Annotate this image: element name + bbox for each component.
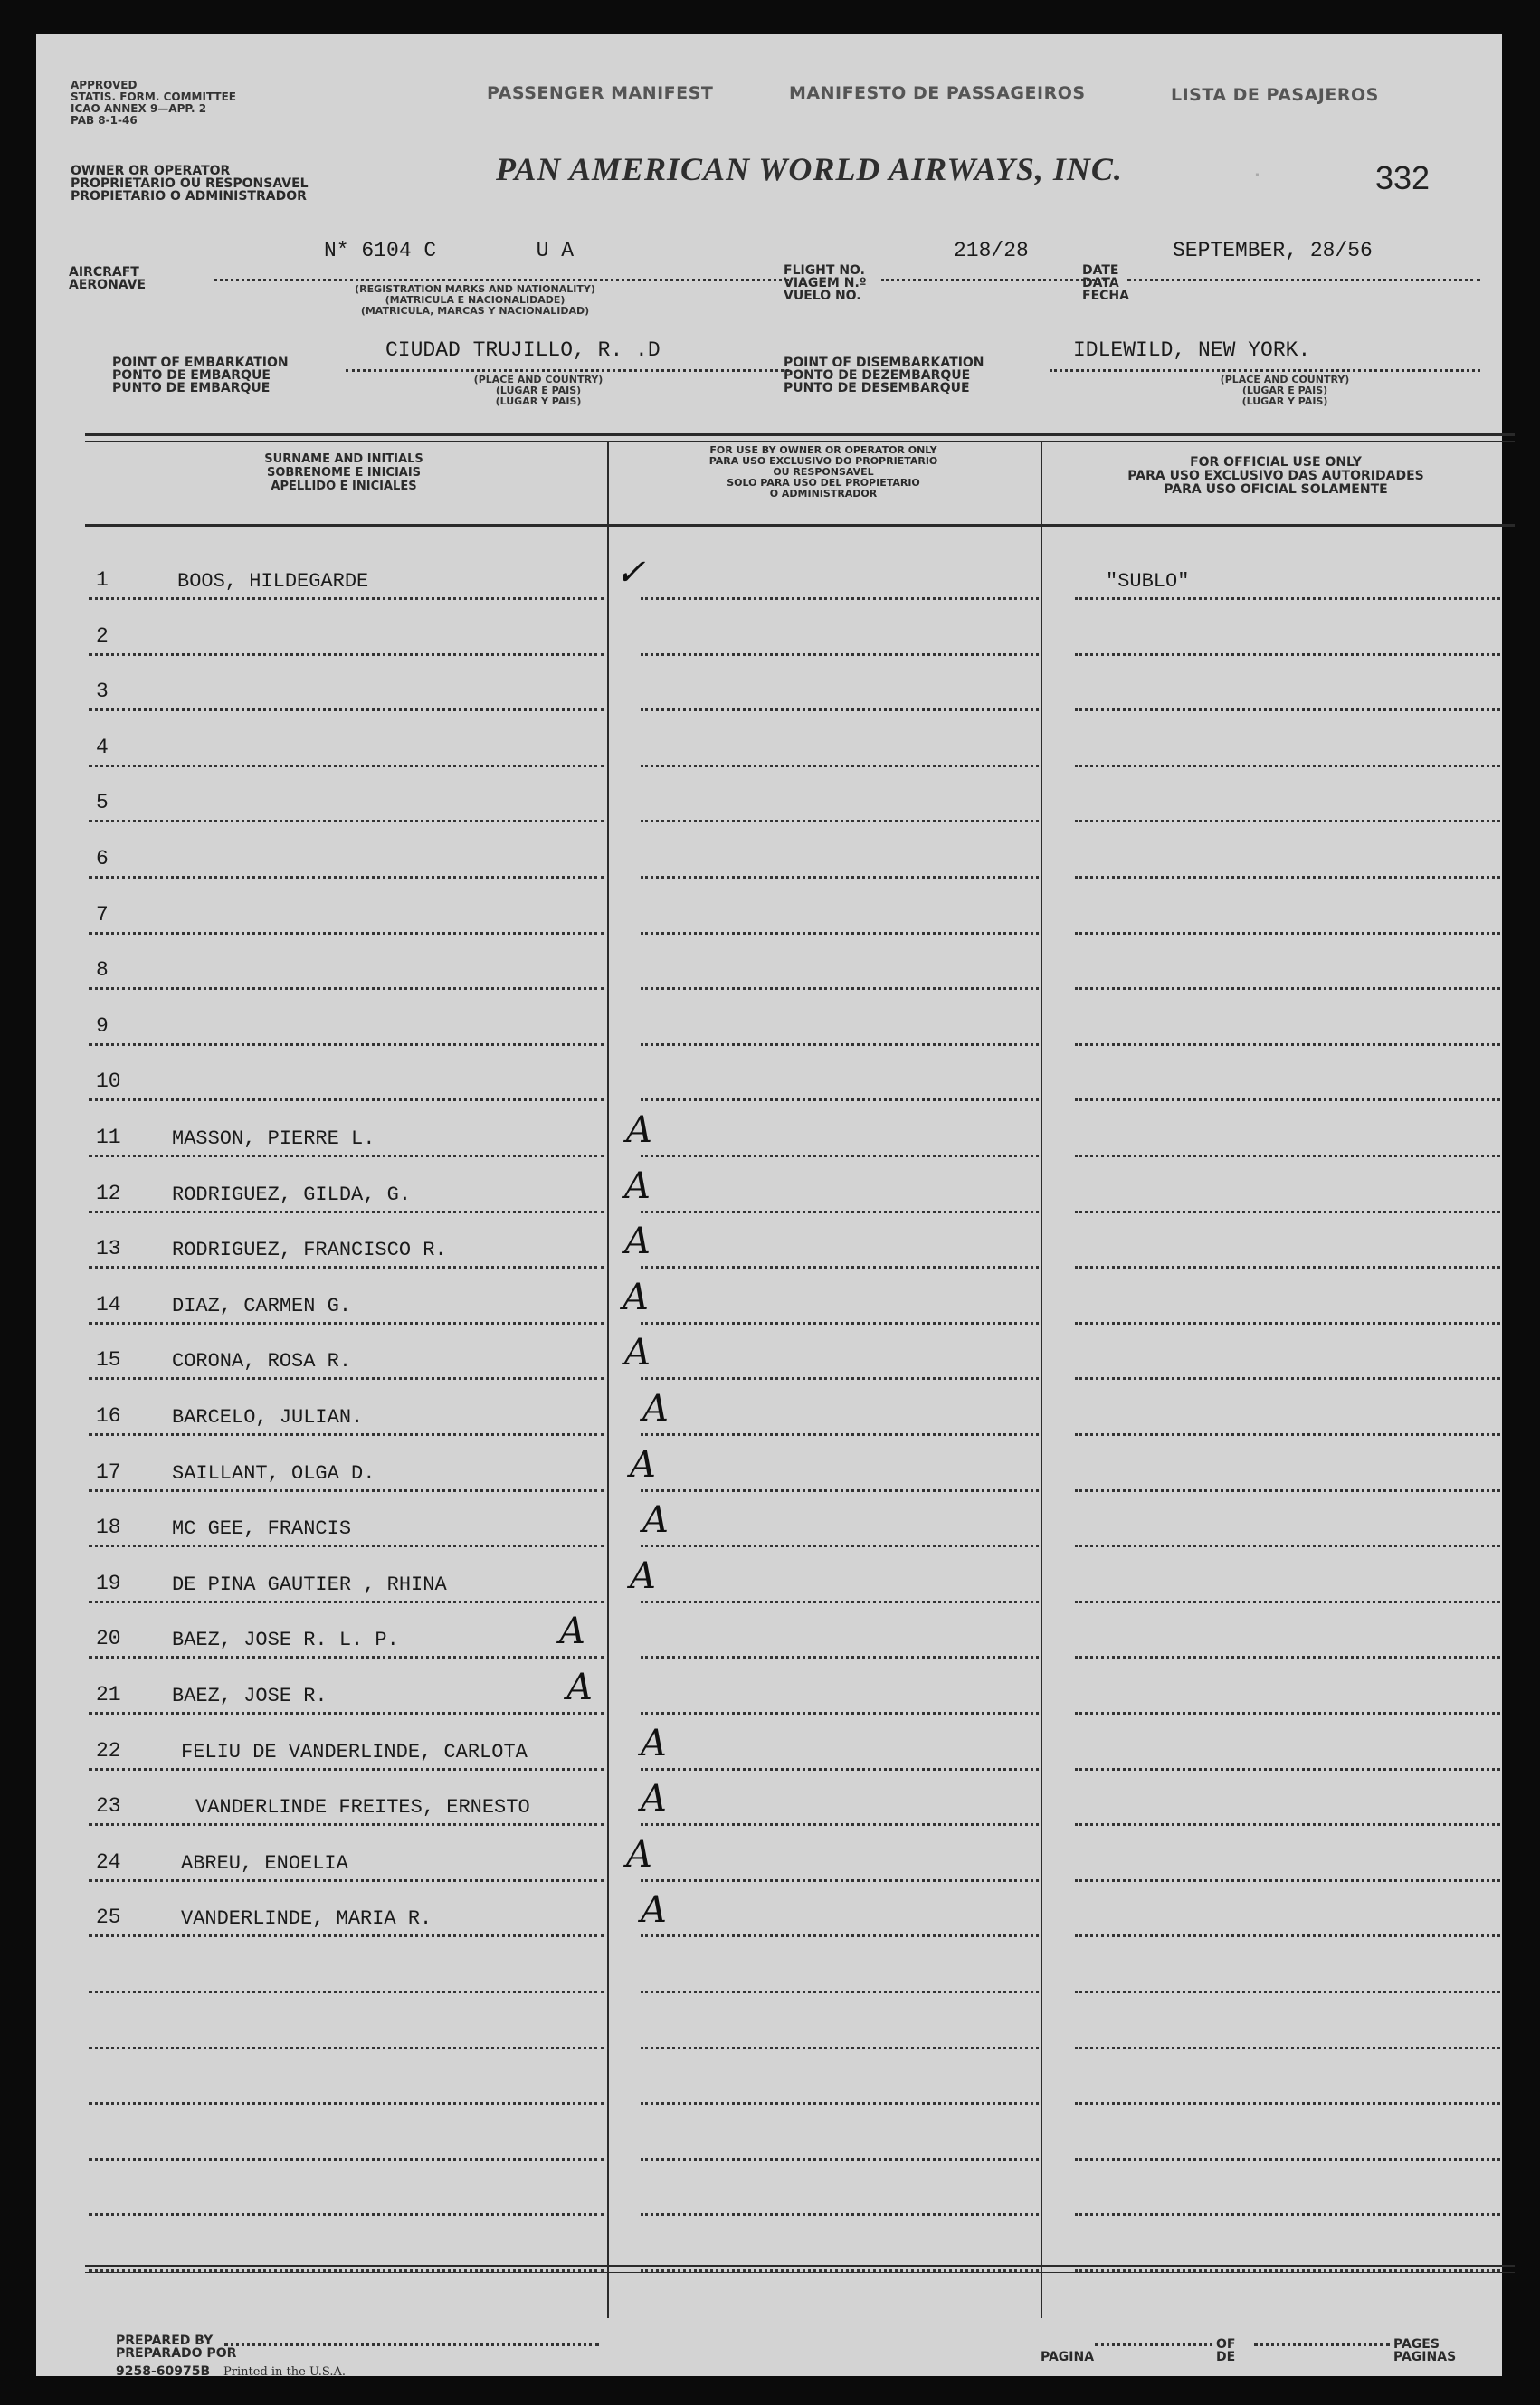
row-rule <box>89 1433 604 1436</box>
prepared-by-line-rule <box>224 2343 599 2346</box>
blank-row-rule <box>641 2213 1039 2216</box>
owner-use-header-line: O ADMINISTRADOR <box>769 488 878 499</box>
passenger-name: SAILLANT, OLGA D. <box>172 1461 375 1485</box>
row-rule <box>1075 876 1500 879</box>
row-rule <box>1075 1489 1500 1492</box>
row-rule <box>641 708 1039 711</box>
surname-header-line: SOBRENOME E INICIAIS <box>266 466 422 480</box>
aircraft-sublabel-line: (MATRICULA, MARCAS Y NACIONALIDAD) <box>360 305 590 317</box>
row-rule <box>1075 1211 1500 1213</box>
row-rule <box>89 876 604 879</box>
row-rule <box>1075 1823 1500 1826</box>
passenger-name: MC GEE, FRANCIS <box>172 1517 352 1541</box>
row-rule <box>89 1043 604 1046</box>
aircraft-sublabel-line: (REGISTRATION MARKS AND NATIONALITY) <box>355 283 595 295</box>
passenger-name: CORONA, ROSA R. <box>172 1350 352 1374</box>
row-rule <box>1075 1601 1500 1603</box>
row-rule <box>89 1712 604 1715</box>
table-bottom-rule <box>85 2265 1515 2267</box>
handwritten-mark: A <box>559 1611 585 1653</box>
prepared-by-line: PREPARADO POR <box>116 2346 237 2361</box>
title-english: PASSENGER MANIFEST <box>487 83 714 103</box>
row-rule <box>89 932 604 935</box>
row-rule <box>89 1211 604 1213</box>
official-header-line: FOR OFFICIAL USE ONLY <box>1190 455 1362 470</box>
owner-label-line: OWNER OR OPERATOR <box>71 164 231 178</box>
row-rule <box>1075 1098 1500 1101</box>
column-divider-1 <box>607 442 609 2318</box>
row-rule <box>1075 1545 1500 1547</box>
embarkation-label-line: PONTO DE EMBARQUE <box>112 368 271 383</box>
row-number: 17 <box>96 1459 121 1484</box>
passenger-name: RODRIGUEZ, FRANCISCO R. <box>172 1239 447 1262</box>
row-rule <box>1075 932 1500 935</box>
table-top-rule <box>85 433 1515 436</box>
row-rule <box>641 1377 1039 1380</box>
table-bottom-rule-2 <box>85 2272 1515 2273</box>
row-rule <box>641 876 1039 879</box>
handwritten-mark: A <box>624 1332 651 1374</box>
row-rule <box>89 1545 604 1547</box>
row-rule <box>89 597 604 600</box>
owner-label <box>71 165 309 203</box>
form-number <box>116 2365 346 2379</box>
owner-use-column-header <box>615 445 1031 499</box>
blank-row-rule <box>641 2102 1039 2105</box>
of-line: DE <box>1216 2350 1236 2364</box>
row-number: 16 <box>96 1404 121 1428</box>
row-number: 3 <box>96 680 109 704</box>
printed-text: Printed in the U.S.A. <box>223 2365 346 2379</box>
passenger-name: BAEZ, JOSE R. L. P. <box>172 1629 399 1652</box>
row-rule <box>641 1656 1039 1659</box>
row-rule <box>1075 1656 1500 1659</box>
row-rule <box>1075 1043 1500 1046</box>
row-rule <box>1075 1934 1500 1937</box>
aircraft-value: N* 6104 C U A <box>324 239 575 262</box>
row-rule <box>89 765 604 767</box>
flight-value: 218/28 <box>954 239 1029 262</box>
surname-column-header <box>100 452 588 493</box>
date-value: SEPTEMBER, 28/56 <box>1173 239 1373 262</box>
airline-name: PAN AMERICAN WORLD AIRWAYS, INC. <box>496 151 1123 187</box>
row-rule <box>89 1879 604 1882</box>
pages-line-text: PAGES <box>1393 2337 1440 2352</box>
aircraft-sublabel-line: (MATRICULA E NACIONALIDADE) <box>385 294 566 306</box>
embarkation-sublabel-line: (PLACE AND COUNTRY) <box>473 374 604 385</box>
blank-row-rule <box>89 2213 604 2216</box>
handwritten-mark: A <box>626 1109 652 1151</box>
row-number: 10 <box>96 1069 121 1094</box>
row-number: 20 <box>96 1627 121 1651</box>
row-number: 24 <box>96 1849 121 1874</box>
handwritten-mark: A <box>624 1221 651 1263</box>
aircraft-label-line: AERONAVE <box>69 278 147 292</box>
blank-row-rule <box>89 2102 604 2105</box>
row-number: 9 <box>96 1013 109 1038</box>
row-rule <box>1075 1266 1500 1269</box>
disembarkation-label <box>784 356 984 394</box>
row-number: 11 <box>96 1126 121 1149</box>
row-rule <box>641 1545 1039 1547</box>
row-number: 12 <box>96 1181 121 1205</box>
row-rule <box>1075 765 1500 767</box>
blank-row-rule <box>89 2158 604 2161</box>
owner-use-header-line: SOLO PARA USO DEL PROPIETARIO <box>727 477 920 489</box>
pages-line-text: PAGINAS <box>1393 2350 1457 2364</box>
passenger-name: FELIU DE VANDERLINDE, CARLOTA <box>181 1740 528 1763</box>
row-rule <box>1075 708 1500 711</box>
title-spanish: LISTA DE PASAJEROS <box>1171 85 1379 105</box>
blank-row-rule <box>1075 1991 1500 1993</box>
row-rule <box>1075 987 1500 990</box>
row-rule <box>1075 1768 1500 1771</box>
passenger-name: BARCELO, JULIAN. <box>172 1406 364 1429</box>
flight-label-line: VUELO NO. <box>784 289 861 303</box>
row-rule <box>1075 1377 1500 1380</box>
row-rule <box>89 820 604 822</box>
page-number: 332 <box>1375 159 1431 196</box>
date-label-line: DATA <box>1082 276 1119 290</box>
row-rule <box>89 1489 604 1492</box>
row-rule <box>641 987 1039 990</box>
flight-label-line: FLIGHT NO. <box>784 263 865 278</box>
row-rule <box>641 1433 1039 1436</box>
embarkation-label-line: PUNTO DE EMBARQUE <box>112 381 271 395</box>
disembarkation-sublabel-line: (LUGAR E PAIS) <box>1241 385 1328 396</box>
embarkation-label-line: POINT OF EMBARKATION <box>112 356 289 370</box>
table-top-rule-2 <box>85 441 1515 442</box>
blank-row-rule <box>1075 2213 1500 2216</box>
surname-header-line: APELLIDO E INICIALES <box>271 480 417 493</box>
blank-row-rule <box>89 2047 604 2049</box>
official-use-column-header <box>1050 456 1502 497</box>
row-rule <box>89 1601 604 1603</box>
date-label-line: FECHA <box>1082 289 1129 303</box>
handwritten-mark: A <box>642 1388 669 1430</box>
blank-row-rule <box>641 2047 1039 2049</box>
aircraft-label <box>69 266 146 291</box>
owner-label-line: PROPRIETARIO OU RESPONSAVEL <box>71 176 309 191</box>
passenger-name: BOOS, HILDEGARDE <box>177 570 369 593</box>
aircraft-line <box>214 279 789 281</box>
handwritten-mark: A <box>641 1722 667 1764</box>
disembarkation-line <box>1050 369 1480 372</box>
passenger-name: VANDERLINDE FREITES, ERNESTO <box>195 1796 530 1820</box>
approval-line: ICAO ANNEX 9—APP. 2 <box>71 102 207 115</box>
row-rule <box>89 653 604 656</box>
disembarkation-sublabel-line: (PLACE AND COUNTRY) <box>1220 374 1350 385</box>
row-rule <box>89 1322 604 1325</box>
row-number: 13 <box>96 1237 121 1261</box>
row-number: 19 <box>96 1571 121 1595</box>
manifest-page <box>36 34 1502 2379</box>
of-line: OF <box>1216 2337 1236 2352</box>
page-line <box>1095 2343 1212 2346</box>
passenger-name: DE PINA GAUTIER , RHINA <box>172 1573 447 1596</box>
row-rule <box>641 1155 1039 1157</box>
row-rule <box>1075 820 1500 822</box>
row-rule <box>641 820 1039 822</box>
passenger-name: RODRIGUEZ, GILDA, G. <box>172 1183 412 1206</box>
row-rule <box>89 1656 604 1659</box>
row-number: 8 <box>96 958 109 983</box>
approval-line: STATIS. FORM. COMMITTEE <box>71 90 236 103</box>
embarkation-sublabel <box>461 375 615 407</box>
row-rule <box>1075 597 1500 600</box>
approval-line: APPROVED <box>71 79 138 91</box>
date-line <box>1127 279 1480 281</box>
row-rule <box>641 1601 1039 1603</box>
pages-line <box>1254 2343 1390 2346</box>
row-rule <box>89 1266 604 1269</box>
official-header-line: PARA USO OFICIAL SOLAMENTE <box>1164 482 1388 497</box>
row-rule <box>641 1043 1039 1046</box>
row-rule <box>641 653 1039 656</box>
row-rule <box>641 1489 1039 1492</box>
row-rule <box>89 1768 604 1771</box>
blank-row-rule <box>641 1991 1039 1993</box>
row-number: 22 <box>96 1738 121 1763</box>
row-rule <box>641 1823 1039 1826</box>
handwritten-mark: A <box>626 1833 652 1876</box>
handwritten-mark: A <box>566 1667 593 1708</box>
date-label-line: DATE <box>1082 263 1119 278</box>
blank-row-rule <box>1075 2158 1500 2161</box>
row-rule <box>641 1934 1039 1937</box>
row-number: 14 <box>96 1292 121 1317</box>
prepared-by-label <box>116 2334 236 2360</box>
handwritten-mark: A <box>630 1554 656 1597</box>
row-number: 18 <box>96 1516 121 1540</box>
passenger-name: MASSON, PIERRE L. <box>172 1127 375 1150</box>
row-rule <box>89 1098 604 1101</box>
row-rule <box>1075 1322 1500 1325</box>
flight-label <box>784 264 867 302</box>
row-rule <box>641 932 1039 935</box>
pages-label <box>1393 2338 1456 2363</box>
embarkation-value: CIUDAD TRUJILLO, R. .D <box>385 338 661 362</box>
row-rule <box>641 1322 1039 1325</box>
passenger-name: DIAZ, CARMEN G. <box>172 1294 352 1317</box>
row-rule <box>89 1934 604 1937</box>
disembarkation-label-line: PONTO DE DEZEMBARQUE <box>784 368 971 383</box>
row-rule <box>1075 1879 1500 1882</box>
handwritten-mark: A <box>624 1164 651 1207</box>
row-rule <box>641 1768 1039 1771</box>
handwritten-mark: A <box>642 1499 669 1542</box>
row-rule <box>641 1266 1039 1269</box>
official-note: "SUBLO" <box>1106 570 1190 593</box>
row-number: 23 <box>96 1794 121 1819</box>
approval-block <box>71 80 236 127</box>
row-rule <box>89 1155 604 1157</box>
aircraft-label-line: AIRCRAFT <box>69 265 139 280</box>
passenger-name: VANDERLINDE, MARIA R. <box>181 1907 433 1931</box>
row-rule <box>1075 1155 1500 1157</box>
row-rule <box>89 1823 604 1826</box>
handwritten-mark: A <box>641 1778 667 1820</box>
row-number: 1 <box>96 568 109 592</box>
handwritten-mark: A <box>623 1276 649 1318</box>
row-rule <box>641 597 1039 600</box>
flight-line <box>881 279 1106 281</box>
disembarkation-sublabel <box>1185 375 1384 407</box>
owner-use-header-line: OU RESPONSAVEL <box>773 466 874 478</box>
approval-line: PAB 8-1-46 <box>71 114 138 127</box>
disembarkation-label-line: PUNTO DE DESEMBARQUE <box>784 381 970 395</box>
row-rule <box>89 1377 604 1380</box>
prepared-by-line: PREPARED BY <box>116 2334 214 2348</box>
row-rule <box>641 1879 1039 1882</box>
disembarkation-value: IDLEWILD, NEW YORK. <box>1073 338 1311 362</box>
disembarkation-sublabel-line: (LUGAR Y PAIS) <box>1241 395 1328 407</box>
owner-label-line: PROPIETARIO O ADMINISTRADOR <box>71 189 307 204</box>
passenger-name: ABREU, ENOELIA <box>181 1851 348 1875</box>
page-of-label: PAGINA <box>1041 2350 1095 2364</box>
row-number: 25 <box>96 1906 121 1930</box>
column-divider-2 <box>1041 442 1042 2318</box>
row-rule <box>1075 653 1500 656</box>
date-label <box>1082 264 1129 302</box>
row-rule <box>1075 1712 1500 1715</box>
disembarkation-label-line: POINT OF DISEMBARKATION <box>784 356 984 370</box>
row-rule <box>1075 1433 1500 1436</box>
row-number: 4 <box>96 735 109 759</box>
row-rule <box>641 1098 1039 1101</box>
handwritten-mark: A <box>641 1889 667 1932</box>
blank-row-rule <box>89 1991 604 1993</box>
blank-row-rule <box>1075 2047 1500 2049</box>
row-rule <box>641 1211 1039 1213</box>
form-number-text: 9258-60975B <box>116 2364 211 2379</box>
row-number: 21 <box>96 1683 121 1706</box>
row-number: 2 <box>96 623 109 648</box>
handwritten-mark: A <box>630 1443 656 1486</box>
row-rule <box>89 708 604 711</box>
passenger-name: BAEZ, JOSE R. <box>172 1685 328 1707</box>
row-rule <box>89 987 604 990</box>
of-label <box>1216 2338 1235 2363</box>
row-number: 5 <box>96 791 109 815</box>
row-number: 7 <box>96 902 109 927</box>
handwritten-mark: ✓ <box>615 552 646 594</box>
blank-row-rule <box>1075 2102 1500 2105</box>
surname-header-line: SURNAME AND INITIALS <box>264 452 423 466</box>
owner-use-header-line: FOR USE BY OWNER OR OPERATOR ONLY <box>709 444 937 456</box>
row-rule <box>641 1712 1039 1715</box>
embarkation-sublabel-line: (LUGAR E PAIS) <box>495 385 582 396</box>
official-header-line: PARA USO EXCLUSIVO DAS AUTORIDADES <box>1127 469 1424 483</box>
embarkation-label <box>112 356 289 394</box>
row-number: 15 <box>96 1348 121 1373</box>
owner-use-header-line: PARA USO EXCLUSIVO DO PROPRIETARIO <box>708 455 938 467</box>
embarkation-line <box>346 369 789 372</box>
faded-number: . <box>1253 150 1261 183</box>
row-number: 6 <box>96 847 109 870</box>
flight-label-line: VIAGEM N.º <box>784 276 867 290</box>
blank-row-rule <box>641 2158 1039 2161</box>
row-rule <box>641 765 1039 767</box>
embarkation-sublabel-line: (LUGAR Y PAIS) <box>495 395 582 407</box>
title-portuguese: MANIFESTO DE PASSAGEIROS <box>789 83 1086 103</box>
table-header-rule <box>85 524 1515 527</box>
aircraft-sublabel <box>308 284 642 317</box>
